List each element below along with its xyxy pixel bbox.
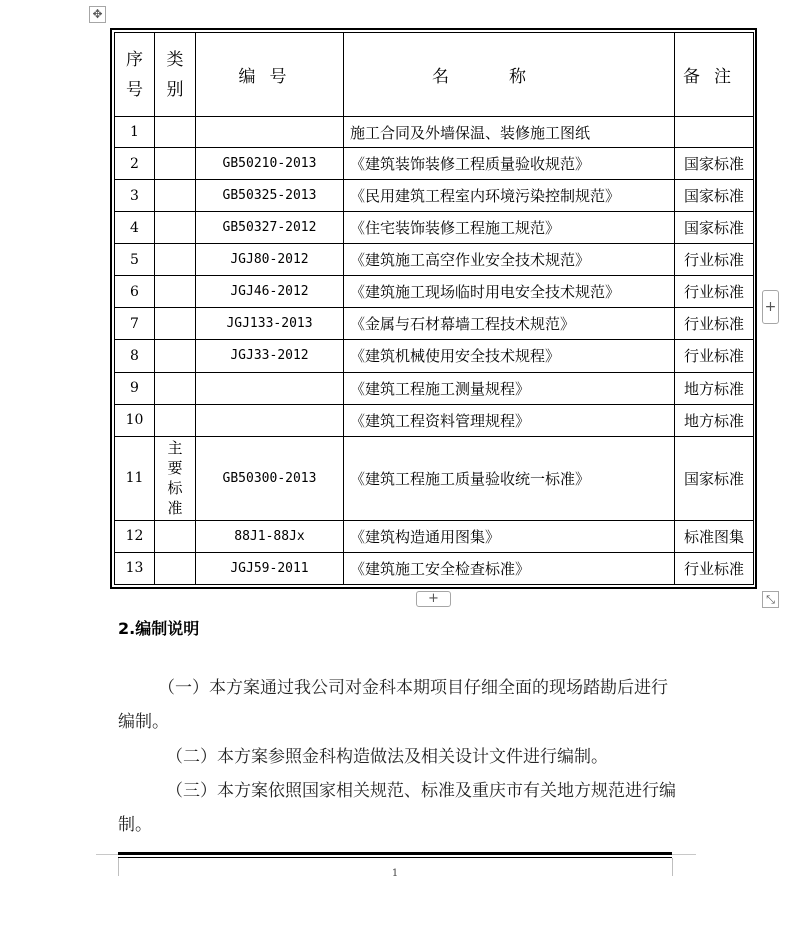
header-serial-number-line2: 号 bbox=[126, 79, 143, 100]
cell-category bbox=[155, 436, 196, 520]
header-category-line2: 别 bbox=[166, 79, 184, 100]
cell-serial-number: 5 bbox=[115, 244, 155, 276]
cell-category bbox=[155, 372, 196, 404]
cell-note: 行业标准 bbox=[675, 340, 754, 372]
cell-code: JGJ59-2011 bbox=[196, 552, 344, 584]
cell-name: 《建筑施工现场临时用电安全技术规范》 bbox=[344, 276, 675, 308]
margin-mark-left bbox=[118, 858, 119, 876]
table-row bbox=[115, 212, 754, 244]
cell-note: 国家标准 bbox=[675, 148, 754, 180]
footer-rule-thick bbox=[118, 852, 672, 855]
header-name-label: 名称 bbox=[432, 67, 586, 88]
cell-category bbox=[155, 340, 196, 372]
cell-code: GB50325-2013 bbox=[196, 180, 344, 212]
cell-code: GB50300-2013 bbox=[196, 436, 344, 520]
cell-serial-number: 9 bbox=[115, 372, 155, 404]
cell-note: 行业标准 bbox=[675, 552, 754, 584]
header-note-label: 备注 bbox=[683, 67, 745, 88]
cell-serial-number: 2 bbox=[115, 148, 155, 180]
header-name bbox=[344, 33, 675, 117]
cell-note: 地方标准 bbox=[675, 404, 754, 436]
cell-note: 国家标准 bbox=[675, 180, 754, 212]
cell-code: JGJ133-2013 bbox=[196, 308, 344, 340]
cell-serial-number: 4 bbox=[115, 212, 155, 244]
cell-serial-number: 1 bbox=[115, 117, 155, 148]
cell-serial-number: 3 bbox=[115, 180, 155, 212]
cell-name: 《建筑工程资料管理规程》 bbox=[344, 404, 675, 436]
cell-name: 《建筑施工安全检查标准》 bbox=[344, 552, 675, 584]
cell-serial-number: 13 bbox=[115, 552, 155, 584]
cell-note: 行业标准 bbox=[675, 276, 754, 308]
table-row bbox=[115, 372, 754, 404]
standards-table-frame bbox=[110, 28, 757, 589]
table-row bbox=[115, 117, 754, 148]
table-row bbox=[115, 244, 754, 276]
table-row bbox=[115, 148, 754, 180]
cell-code: JGJ46-2012 bbox=[196, 276, 344, 308]
table-body bbox=[115, 117, 754, 585]
table-row bbox=[115, 180, 754, 212]
cell-category bbox=[155, 117, 196, 148]
cell-note: 地方标准 bbox=[675, 372, 754, 404]
cell-name: 《建筑施工高空作业安全技术规范》 bbox=[344, 244, 675, 276]
cell-serial-number: 10 bbox=[115, 404, 155, 436]
footer-rule-thin bbox=[118, 857, 672, 858]
paragraph-3: （三）本方案依照国家相关规范、标准及重庆市有关地方规范进行编制。 bbox=[118, 781, 676, 835]
cell-note: 国家标准 bbox=[675, 436, 754, 520]
table-move-handle[interactable] bbox=[89, 6, 106, 23]
cell-code: GB50210-2013 bbox=[196, 148, 344, 180]
resize-diagonal-icon: ⤡ bbox=[766, 593, 775, 606]
cell-name: 《建筑工程施工测量规程》 bbox=[344, 372, 675, 404]
add-column-button[interactable] bbox=[416, 591, 451, 607]
add-row-button[interactable] bbox=[762, 290, 779, 324]
cell-name: 《民用建筑工程室内环境污染控制规范》 bbox=[344, 180, 675, 212]
cell-category bbox=[155, 404, 196, 436]
standards-table bbox=[114, 32, 754, 585]
cell-category bbox=[155, 308, 196, 340]
table-row bbox=[115, 436, 754, 520]
cell-code: 88J1-88Jx bbox=[196, 520, 344, 552]
header-category-line1: 类 bbox=[166, 49, 184, 70]
cell-name: 《金属与石材幕墙工程技术规范》 bbox=[344, 308, 675, 340]
cell-code bbox=[196, 372, 344, 404]
cell-serial-number: 7 bbox=[115, 308, 155, 340]
cell-name: 《建筑工程施工质量验收统一标准》 bbox=[344, 436, 675, 520]
cell-serial-number: 6 bbox=[115, 276, 155, 308]
cell-note: 国家标准 bbox=[675, 212, 754, 244]
table-header-row bbox=[115, 33, 754, 117]
header-note bbox=[675, 33, 754, 117]
table-row bbox=[115, 552, 754, 584]
cell-code: JGJ33-2012 bbox=[196, 340, 344, 372]
cell-note: 行业标准 bbox=[675, 308, 754, 340]
header-serial-number bbox=[115, 33, 155, 117]
category-vertical-text: 主要标准 bbox=[167, 439, 183, 518]
cell-code: JGJ80-2012 bbox=[196, 244, 344, 276]
cell-serial-number: 8 bbox=[115, 340, 155, 372]
cell-name: 施工合同及外墙保温、装修施工图纸 bbox=[344, 117, 675, 148]
cell-code bbox=[196, 404, 344, 436]
cell-code bbox=[196, 117, 344, 148]
cell-name: 《建筑机械使用安全技术规程》 bbox=[344, 340, 675, 372]
header-serial-number-line1: 序 bbox=[126, 49, 143, 70]
cell-serial-number: 11 bbox=[115, 436, 155, 520]
header-category bbox=[155, 33, 196, 117]
cell-category bbox=[155, 552, 196, 584]
table-row bbox=[115, 520, 754, 552]
table-row bbox=[115, 308, 754, 340]
section-heading: 2.编制说明 bbox=[118, 619, 200, 638]
cell-name: 《建筑装饰装修工程质量验收规范》 bbox=[344, 148, 675, 180]
paragraph-2: （二）本方案参照金科构造做法及相关设计文件进行编制。 bbox=[166, 747, 608, 767]
cell-serial-number: 12 bbox=[115, 520, 155, 552]
plus-icon: + bbox=[764, 299, 777, 315]
cell-name: 《住宅装饰装修工程施工规范》 bbox=[344, 212, 675, 244]
cell-category bbox=[155, 520, 196, 552]
table-row bbox=[115, 276, 754, 308]
plus-icon: + bbox=[428, 591, 439, 606]
header-code-label: 编号 bbox=[238, 67, 301, 88]
page-number: 1 bbox=[391, 868, 399, 879]
paragraph-1: （一）本方案通过我公司对金科本期项目仔细全面的现场踏勘后进行编制。 bbox=[118, 678, 668, 732]
table-row bbox=[115, 404, 754, 436]
table-resize-handle[interactable] bbox=[762, 591, 779, 608]
cell-category bbox=[155, 180, 196, 212]
cell-category bbox=[155, 244, 196, 276]
table-row bbox=[115, 340, 754, 372]
margin-mark-right bbox=[672, 858, 673, 876]
cell-name: 《建筑构造通用图集》 bbox=[344, 520, 675, 552]
header-code bbox=[196, 33, 344, 117]
cell-category bbox=[155, 276, 196, 308]
cell-code: GB50327-2012 bbox=[196, 212, 344, 244]
cell-note bbox=[675, 117, 754, 148]
cell-note: 标准图集 bbox=[675, 520, 754, 552]
cell-category bbox=[155, 148, 196, 180]
move-arrows-icon: ✥ bbox=[92, 7, 103, 21]
cell-category bbox=[155, 212, 196, 244]
cell-note: 行业标准 bbox=[675, 244, 754, 276]
